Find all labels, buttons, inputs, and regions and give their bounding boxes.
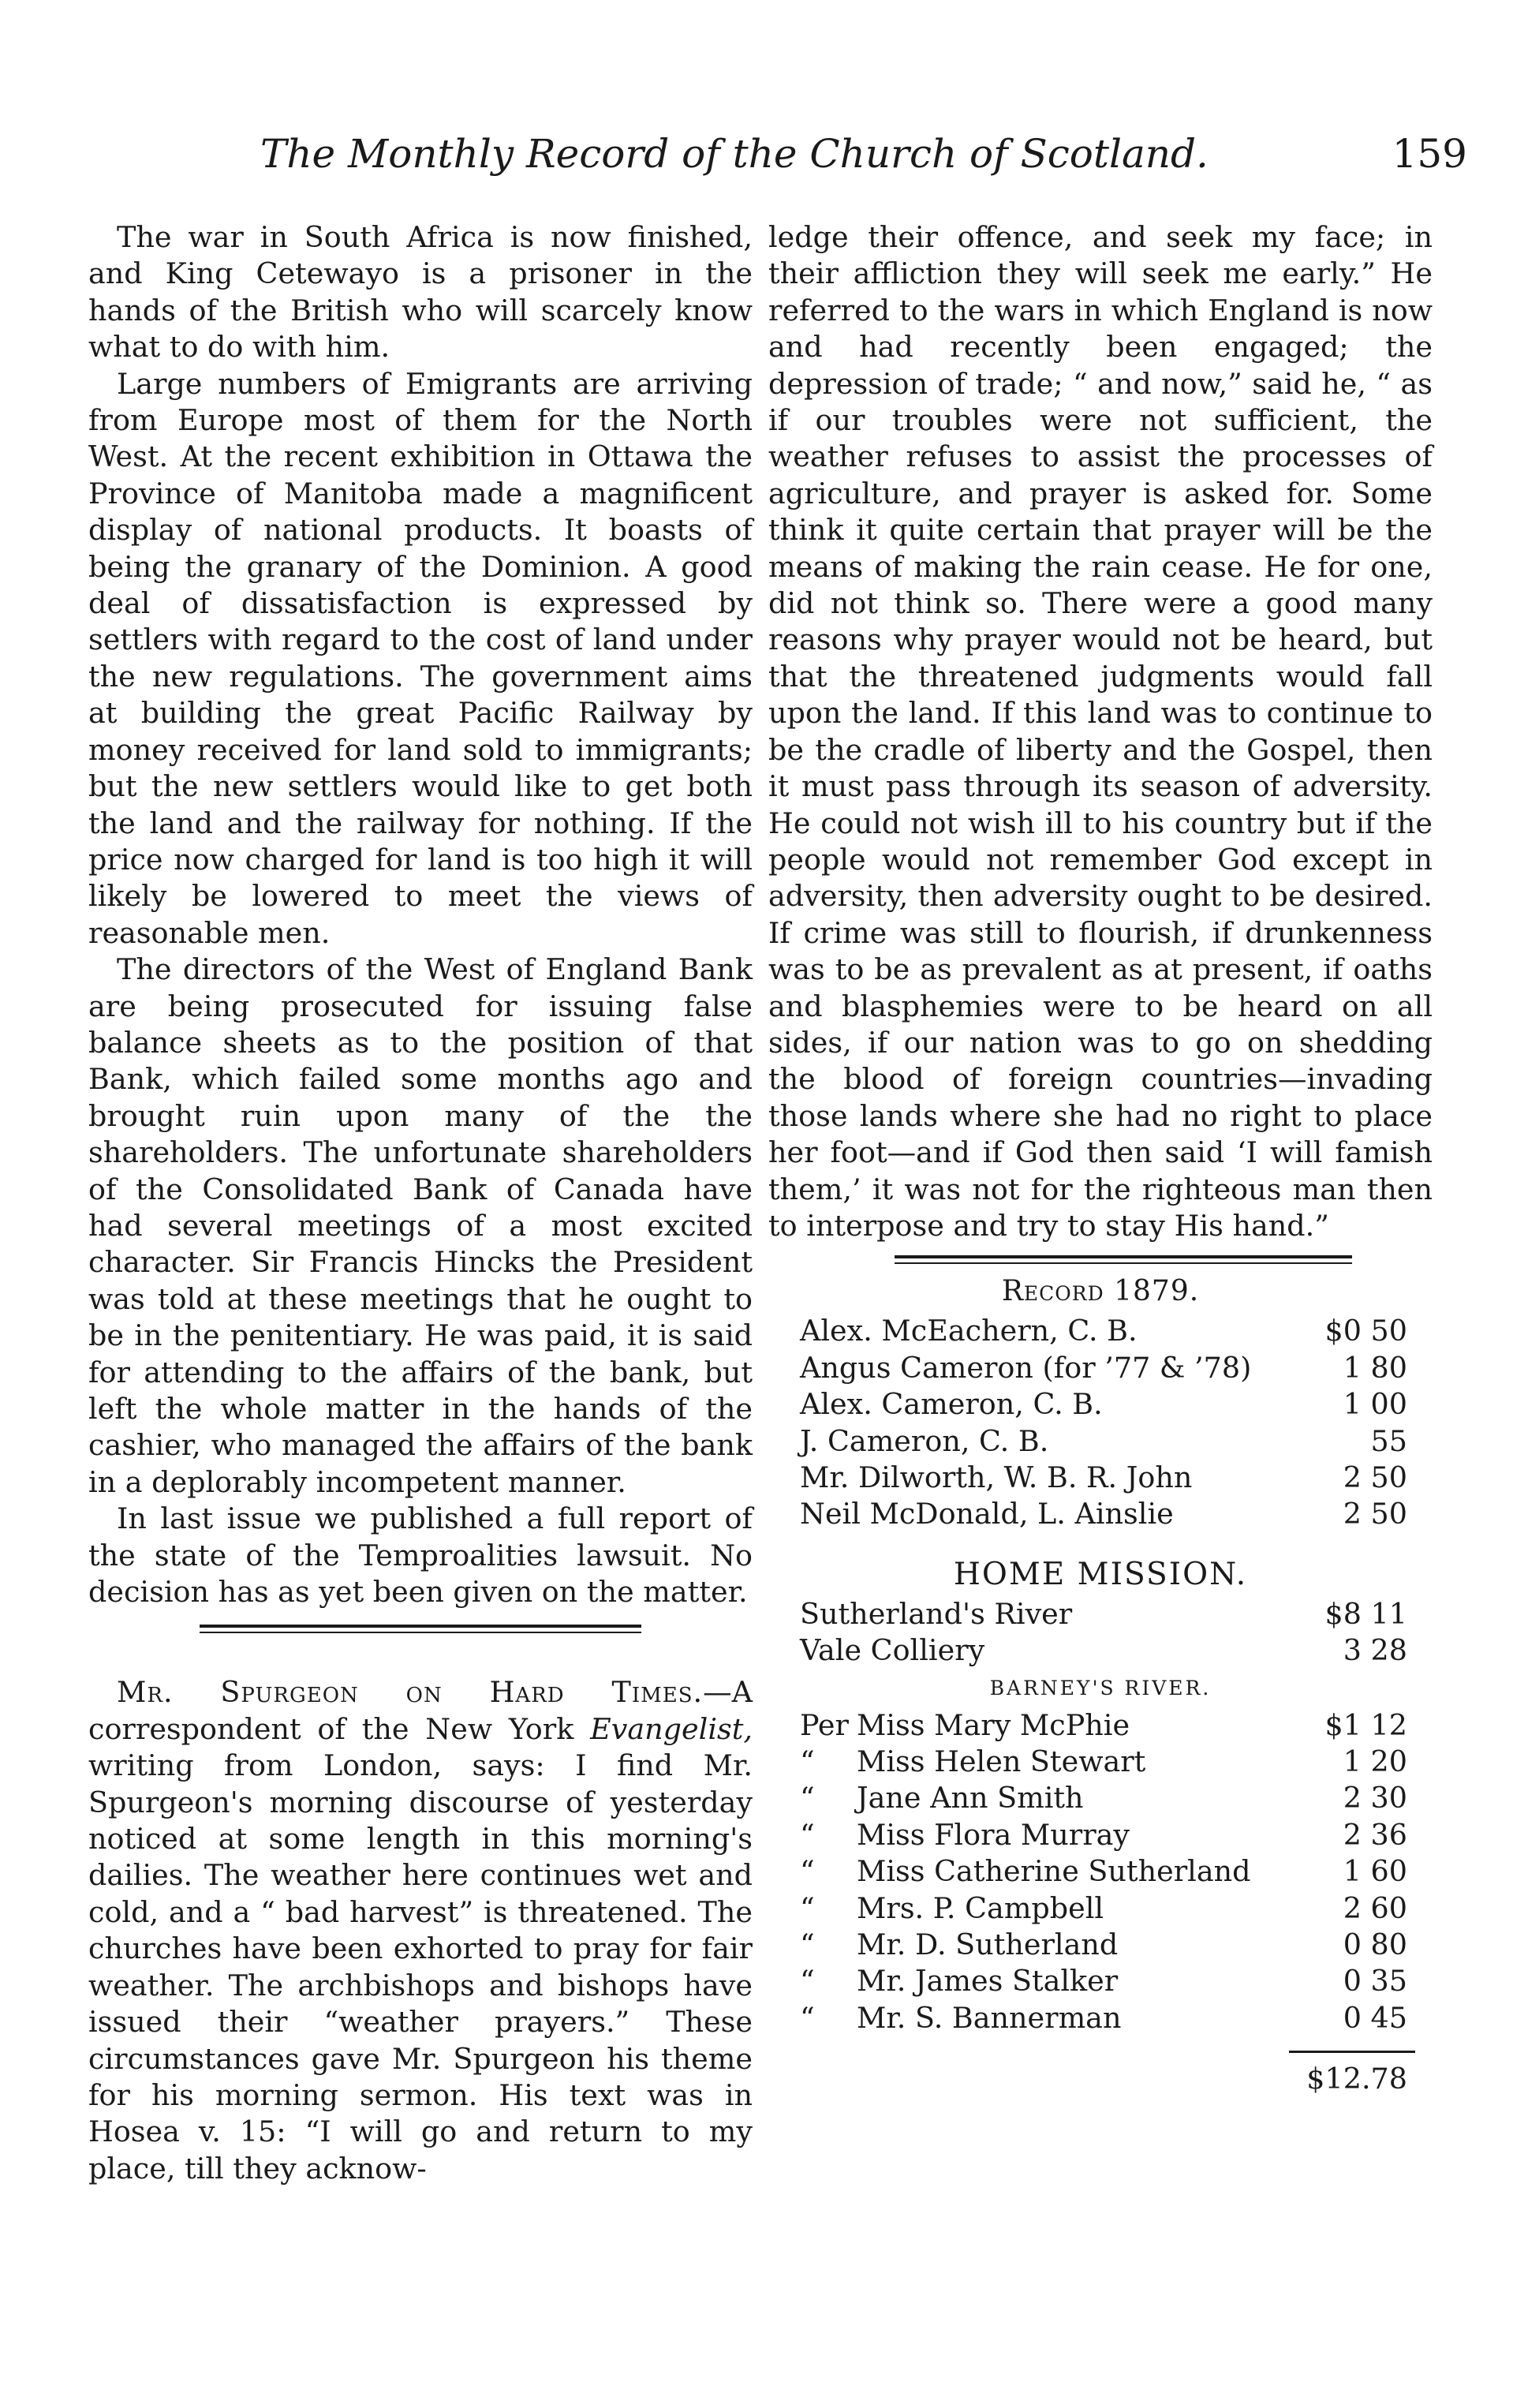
single-rule xyxy=(1289,2051,1415,2053)
donation-amount: 0 45 xyxy=(1343,2000,1407,2035)
paragraph-sermon-continued: ledge their offence, and seek my face; in their affliction they will seek me early.” He referred to the wars in which England is now and had recently been engaged; the depression of trade; “ and now,” said he, “ as if our troubles were not sufficient, the weather refuses to assist the processes of agriculture, and prayer is asked for. Some think it quite certain that prayer will be the means of making the rain cease. He for one, did not think so. There were a good many reasons why prayer would not be heard, but that the threatened judgments would fall upon the land. If this land was to continue to be the cradle of liberty and the Gospel, then it must pass through its season of adversity. He could not wish ill to his country but if the people would not remember God except in adversity, then adversity ought to be desired. If crime was still to flourish, if drunkenness was to be as prevalent as at present, if oaths and blasphemies were to be heard on all sides, if our nation was to go on shedding the blood of foreign countries—invading those lands where she had no right to place her foot—and if God then said ‘I will famish them,’ it was not for the righteous man then to interpose and try to stay His hand.” xyxy=(768,220,1433,1243)
list-item xyxy=(800,1927,1407,1963)
spurgeon-intro: —A correspondent of the New York xyxy=(88,1675,753,1746)
paragraph-temporalities: In last issue we published a full report of the state of the Temproalities lawsuit. No decision has as yet been given on the matter. xyxy=(88,1501,753,1610)
journal-title: The Monthly Record of the Church of Scotland. xyxy=(260,131,1209,177)
paragraph-spurgeon xyxy=(88,1674,753,2187)
donor-name: Vale Colliery xyxy=(800,1633,985,1668)
page-number: 159 xyxy=(1392,131,1467,177)
donation-amount: 2 50 xyxy=(1343,1460,1407,1494)
donation-amount: 3 28 xyxy=(1343,1633,1407,1668)
list-item xyxy=(800,1496,1407,1532)
donor-name: Mr. D. Sutherland xyxy=(857,1928,1119,1962)
donor-name: Mr. Dilworth, W. B. R. John xyxy=(800,1460,1193,1494)
donor-name: Angus Cameron (for ’77 & ’78) xyxy=(800,1350,1252,1385)
list-item xyxy=(800,1313,1407,1349)
barneys-river-list xyxy=(800,1707,1407,2037)
left-column xyxy=(88,219,753,2187)
donor-name: Alex. McEachern, C. B. xyxy=(800,1314,1138,1348)
home-mission-list xyxy=(800,1596,1407,1670)
donation-amount: 2 60 xyxy=(1343,1890,1407,1925)
list-item xyxy=(800,1817,1407,1853)
spurgeon-heading: Mr. Spurgeon on Hard Times. xyxy=(117,1675,704,1710)
publication-name: Evangelist, xyxy=(590,1711,753,1746)
donor-name: J. Cameron, C. B. xyxy=(800,1423,1049,1458)
ditto-prefix: “ xyxy=(800,1964,815,1999)
donation-amount: 1 00 xyxy=(1343,1387,1407,1422)
donation-amount: $1 12 xyxy=(1324,1707,1407,1742)
donor-name: Mr. James Stalker xyxy=(857,1964,1119,1999)
ditto-prefix: “ xyxy=(800,1744,815,1779)
ditto-prefix: “ xyxy=(800,1817,815,1852)
list-item xyxy=(800,1890,1407,1927)
donation-amount: 0 80 xyxy=(1343,1928,1407,1962)
donor-name: Miss Helen Stewart xyxy=(857,1744,1146,1779)
donor-name: Alex. Cameron, C. B. xyxy=(800,1387,1103,1422)
total-row xyxy=(768,2061,1407,2097)
list-item xyxy=(800,1596,1407,1632)
ditto-prefix: “ xyxy=(800,1928,815,1962)
donor-name: Sutherland's River xyxy=(800,1596,1073,1631)
donation-amount: 1 20 xyxy=(1343,1744,1407,1779)
donation-amount: 1 80 xyxy=(1343,1350,1407,1385)
list-item xyxy=(800,2000,1407,2036)
spurgeon-text: writing from London, says: I find Mr. Spurgeon's morning discourse of yesterday noticed at some length in this morning's dailies. The weather here continues wet and cold, and a “ bad harvest” is threatened. The churches have been exhorted to pray for fair weather. The archbishops and bishops have issued their “weather prayers.” These circumstances gave Mr. Spurgeon his theme for his morning sermon. His text was in Hosea v. 15: “I will go and return to my place, till they acknow- xyxy=(88,1748,753,2186)
donation-amount: 2 30 xyxy=(1343,1781,1407,1815)
ditto-prefix: Per xyxy=(800,1707,849,1742)
list-item xyxy=(800,1423,1407,1460)
list-item xyxy=(800,1707,1407,1744)
donor-name: Jane Ann Smith xyxy=(857,1781,1084,1815)
donation-amount: 0 35 xyxy=(1343,1964,1407,1999)
list-item xyxy=(800,1386,1407,1423)
donation-amount: 2 50 xyxy=(1343,1497,1407,1531)
donor-name: Miss Flora Murray xyxy=(857,1817,1130,1852)
paragraph-south-africa: The war in South Africa is now finished, and King Cetewayo is a prisoner in the hands of the British who will scarcely know what to do with him. xyxy=(88,220,753,365)
total-amount: $12.78 xyxy=(1306,2062,1407,2096)
ditto-prefix: “ xyxy=(800,1854,815,1889)
list-item xyxy=(800,1460,1407,1496)
donation-amount: $0 50 xyxy=(1324,1314,1407,1348)
donation-amount: 2 36 xyxy=(1343,1817,1407,1852)
list-item xyxy=(800,1780,1407,1816)
donor-name: Neil McDonald, L. Ainslie xyxy=(800,1497,1174,1531)
record-list xyxy=(800,1313,1407,1532)
donation-amount: 1 60 xyxy=(1343,1854,1407,1889)
ditto-prefix: “ xyxy=(800,2000,815,2035)
home-mission-heading: HOME MISSION. xyxy=(953,1556,1248,1592)
ditto-prefix: “ xyxy=(800,1781,815,1815)
donor-name: Mr. S. Bannerman xyxy=(857,2000,1122,2035)
section-divider xyxy=(200,1625,641,1633)
double-rule xyxy=(895,1255,1352,1264)
running-header xyxy=(260,126,1467,181)
list-item xyxy=(800,1744,1407,1780)
right-column xyxy=(768,219,1433,2098)
record-heading: Record 1879. xyxy=(1001,1275,1200,1308)
list-item xyxy=(800,1350,1407,1386)
donor-name: Miss Catherine Sutherland xyxy=(857,1854,1251,1889)
total-rule xyxy=(1289,2051,1415,2053)
paragraph-bank: The directors of the West of England Bank are being prosecuted for issuing false balance sheets as to the position of that Bank, which failed some months ago and brought ruin upon many of the the shareholders. The unfortunate shareholders of the Consolidated Bank of Canada have had several meetings of a most excited character. Sir Francis Hincks the President was told at these meetings that he ought to be in the penitentiary. He was paid, it is said for attending to the affairs of the bank, but left the whole matter in the hands of the cashier, who managed the affairs of the bank in a deplorably incompetent manner. xyxy=(88,952,753,1499)
list-item xyxy=(800,1632,1407,1669)
donation-amount: 55 xyxy=(1370,1423,1407,1458)
double-rule xyxy=(200,1625,641,1633)
record-divider xyxy=(895,1255,1352,1264)
list-item xyxy=(800,1963,1407,1999)
barneys-river-subheading: BARNEY'S RIVER. xyxy=(989,1676,1212,1699)
donation-amount: $8 11 xyxy=(1324,1596,1407,1631)
ditto-prefix: “ xyxy=(800,1890,815,1925)
donor-name: Miss Mary McPhie xyxy=(857,1707,1130,1742)
donor-name: Mrs. P. Campbell xyxy=(857,1890,1104,1925)
paragraph-emigrants: Large numbers of Emigrants are arriving from Europe most of them for the North West. At the recent exhibition in Ottawa the Province of Manitoba made a magnificent display of national products. It boasts of being the granary of the Dominion. A good deal of dissatisfaction is expressed by settlers with regard to the cost of land under the new regulations. The government aims at building the great Pacific Railway by money received for land sold to immigrants; but the new settlers would like to get both the land and the railway for nothing. If the price now charged for land is too high it will likely be lowered to meet the views of reasonable men. xyxy=(88,366,753,950)
list-item xyxy=(800,1853,1407,1890)
